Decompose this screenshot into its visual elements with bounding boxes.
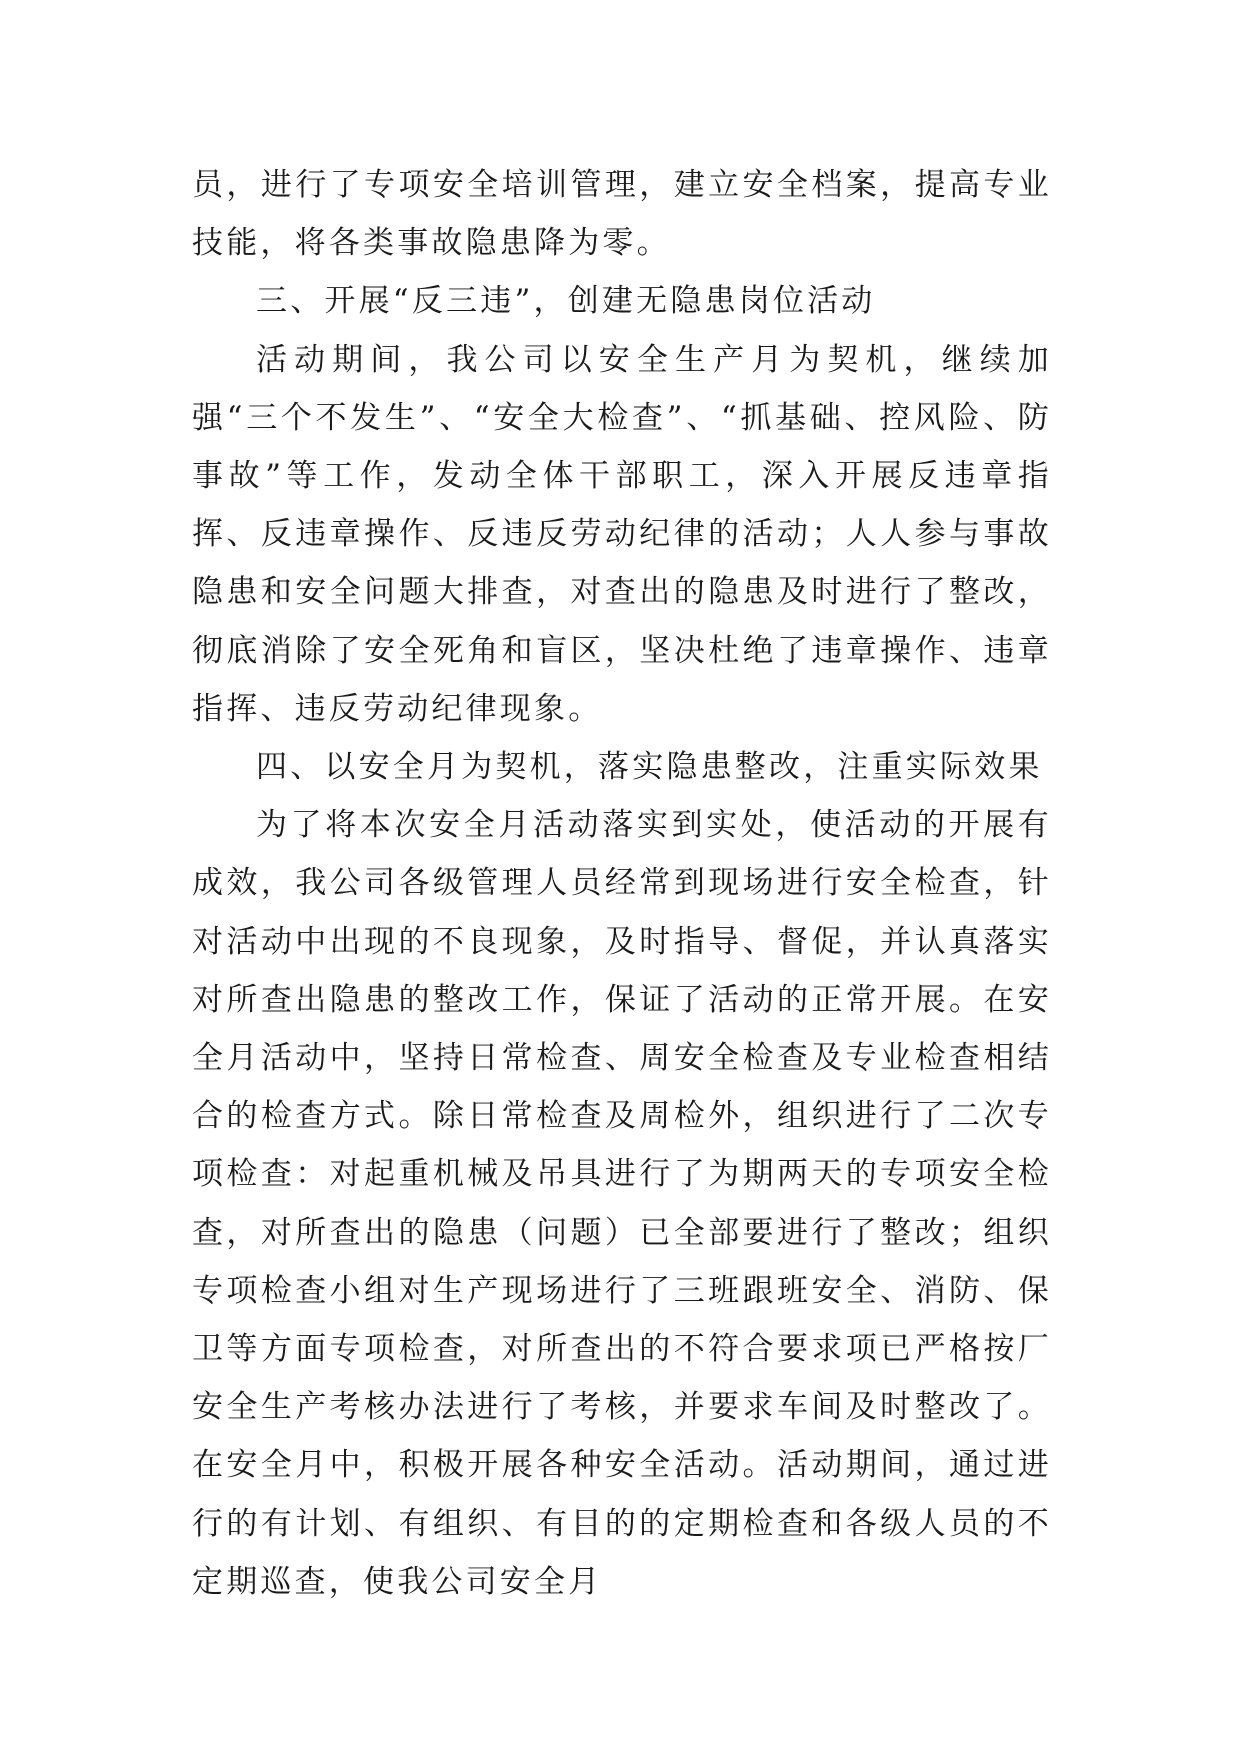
section-heading-3: 三、开展“反三违”，创建无隐患岗位活动 xyxy=(256,283,876,320)
paragraph-continuation: 员，进行了专项安全培训管理，建立安全档案，提高专业技能，将各类事故隐患降为零。 xyxy=(192,167,1052,262)
paragraph-section-3: 活动期间，我公司以安全生产月为契机，继续加强“三个不发生”、“安全大检查”、“抓基础、控风险、防事故”等工作，发动全体干部职工，深入开展反违章指挥、反违章操作、反违反劳动纪律的活动；人人参与事故隐患和安全问题大排查，对查出的隐患及时进行了整改，彻底消除了安全死角和盲区，坚决杜绝了违章操作、违章指挥、违反劳动纪律现象。 xyxy=(192,341,1052,727)
paragraph-section-4: 为了将本次安全月活动落实到实处，使活动的开展有成效，我公司各级管理人员经常到现场进行安全检查，针对活动中出现的不良现象，及时指导、督促，并认真落实对所查出隐患的整改工作，保证了活动的正常开展。在安全月活动中，坚持日常检查、周安全检查及专业检查相结合的检查方式。除日常检查及周检外，组织进行了二次专项检查：对起重机械及吊具进行了为期两天的专项安全检查，对所查出的隐患（问题）已全部要进行了整改；组织专项检查小组对生产现场进行了三班跟班安全、消防、保卫等方面专项检查，对所查出的不符合要求项已严格按厂安全生产考核办法进行了考核，并要求车间及时整改了。在安全月中，积极开展各种安全活动。活动期间，通过进行的有计划、有组织、有目的的定期检查和各级人员的不定期巡查，使我公司安全月 xyxy=(192,807,1052,1600)
document-body xyxy=(192,156,1052,1611)
section-heading-4: 四、以安全月为契机，落实隐患整改，注重实际效果 xyxy=(256,749,1043,786)
